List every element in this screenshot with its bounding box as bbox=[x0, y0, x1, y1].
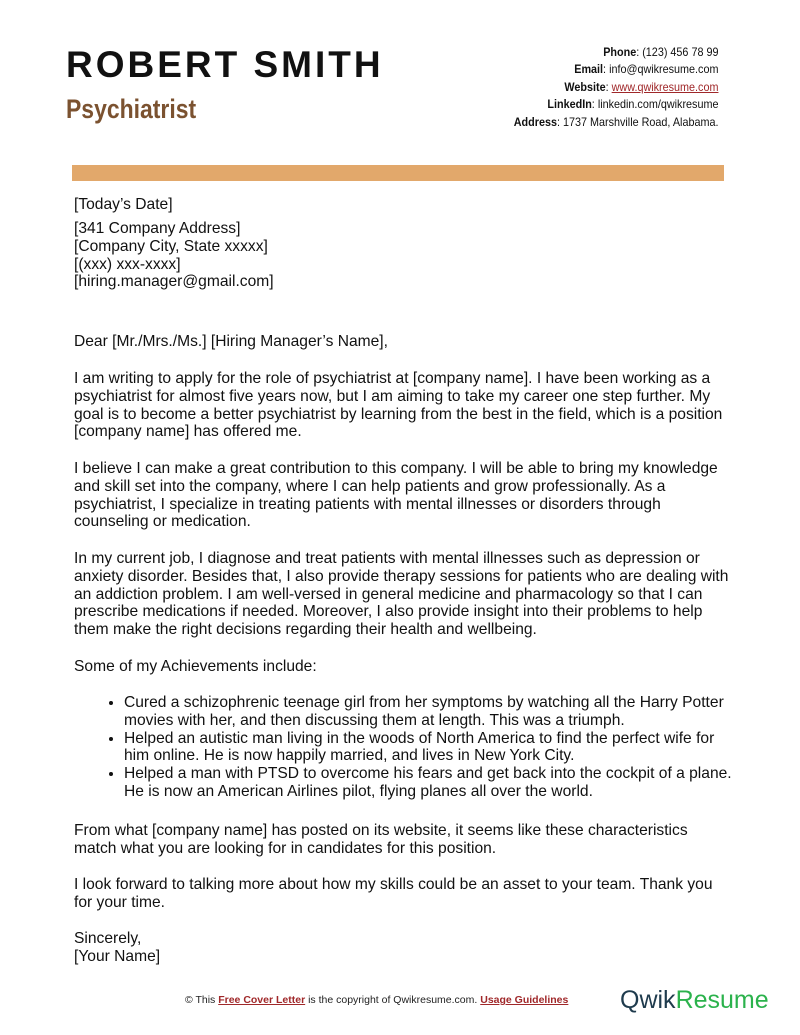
paragraph: I am writing to apply for the role of psychiatrist at [company name]. I have been working as a psychiatrist for almost five years now, but I am aiming to take my career one step further. My goal is to become a better psychiatrist by learning from the best in the field, which is a position [company name] has offered me. bbox=[74, 370, 723, 441]
signature: [Your Name] bbox=[74, 948, 161, 965]
contact-linkedin: LinkedIn: linkedin.com/qwikresume bbox=[546, 97, 718, 112]
contact-address: Address: 1737 Marshville Road, Alabama. bbox=[513, 114, 718, 129]
website-link[interactable]: www.qwikresume.com bbox=[611, 79, 718, 94]
list-item: • Cured a schizophrenic teenage girl from her symptoms by watching all the Harry Potter movies with her, and then discussing them at length. This was a triumph. bbox=[124, 694, 734, 730]
copyright-footer: © This Free Cover Letter is the copyright of Qwikresume.com. Usage Guidelines bbox=[185, 994, 569, 1006]
paragraph: I look forward to talking more about how my skills could be an asset to your team. Thank you for your time. bbox=[74, 876, 713, 911]
applicant-name: ROBERT SMITH bbox=[66, 44, 384, 85]
job-title: Psychiatrist bbox=[66, 94, 197, 124]
paragraph: Some of my Achievements include: bbox=[74, 658, 317, 675]
contact-website: Website: www.qwikresume.com bbox=[563, 79, 718, 94]
achievements-list bbox=[74, 694, 734, 801]
list-item: • Helped a man with PTSD to overcome his fears and get back into the cockpit of a plane. He is now an American Airlines pilot, flying planes all over the world. bbox=[124, 765, 734, 801]
contact-phone: Phone: (123) 456 78 99 bbox=[602, 45, 718, 59]
free-cover-letter-link[interactable]: Free Cover Letter bbox=[218, 994, 306, 1006]
paragraph: In my current job, I diagnose and treat patients with mental illnesses such as depression or anxiety disorder. Besides that, I also provide therapy sessions for patients who are dealing with an addiction problem. I am well-versed in general medicine and pharmacology so that I can prescribe medications if needed. Moreover, I also provide insight into their problems to help them make the right decisions regarding their health and wellbeing. bbox=[74, 550, 729, 639]
contact-info bbox=[513, 44, 718, 131]
salutation: Dear [Mr./Mrs./Ms.] [Hiring Manager’s Name], bbox=[74, 333, 388, 350]
paragraph: I believe I can make a great contribution to this company. I will be able to bring my knowledge and skill set into the company, where I can help patients and grow professionally. As a psychiatrist, I specialize in treating patients with mental illnesses or disorders through counseling or medication. bbox=[74, 460, 718, 531]
usage-guidelines-link[interactable]: Usage Guidelines bbox=[480, 994, 569, 1006]
signoff: Sincerely, bbox=[74, 930, 142, 947]
qwikresume-logo: QwikResume bbox=[620, 986, 769, 1014]
list-item: • Helped an autistic man living in the woods of North America to find the perfect wife for him online. He is now happily married, and lives in New York City. bbox=[124, 730, 734, 766]
divider-bar bbox=[72, 165, 724, 181]
date: [Today’s Date] bbox=[74, 196, 173, 213]
paragraph: From what [company name] has posted on its website, it seems like these characteristics match what you are looking for in candidates for this position. bbox=[74, 822, 688, 857]
contact-email: Email: info@qwikresume.com bbox=[573, 62, 718, 77]
recipient-address: [341 Company Address] [Company City, State xxxxx] [(xxx) xxx-xxxx] [hiring.manager@gmail.com] bbox=[74, 220, 274, 291]
